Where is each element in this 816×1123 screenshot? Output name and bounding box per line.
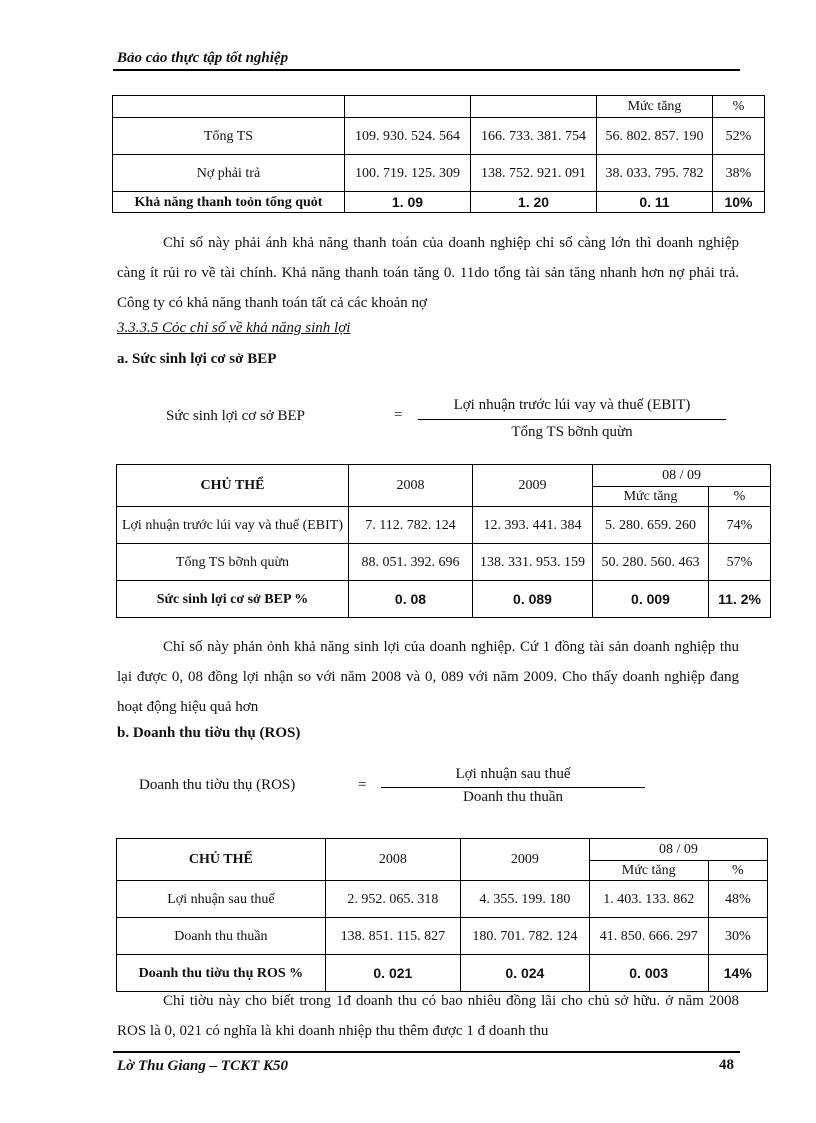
table-row [113, 96, 765, 118]
fraction-line [381, 787, 645, 788]
subheading-ros: b. Doanh thu tiờu thụ (ROS) [117, 725, 301, 741]
paragraph: Chỉ tiờu này cho biết trong 1đ doanh thu có bao nhiêu đồng lãi cho chủ sở hữu. ở năm 2008 ROS là 0, 021 có nghĩa là khi doanh nhiệp thu thêm được 1 đ doanh thu [117, 993, 739, 1039]
formula-ros-numerator: Lợi nhuận sau thuế [455, 766, 571, 782]
table-row: Lợi nhuận sau thuế 2. 952. 065. 318 4. 355. 199. 180 1. 403. 133. 862 48% [117, 881, 768, 918]
bep-table [116, 464, 771, 618]
table-row: Khả năng thanh toỏn tổng quỏt 1. 09 1. 20 0. 11 10% [113, 192, 765, 213]
table-row: Mức tăng % [117, 861, 768, 881]
table-row: Mức tăng % [117, 487, 771, 507]
col-percent: % [713, 96, 765, 118]
formula-bep-equals: = [394, 407, 403, 423]
table-row: Tổng TS bỡnh quừn 88. 051. 392. 696 138. 331. 953. 159 50. 280. 560. 463 57% [117, 544, 771, 581]
section-heading: 3.3.3.5 Cỏc chỉ số về khả năng sinh lợi [117, 320, 351, 336]
table-row: CHỦ THỂ 2008 2009 08 / 09 [117, 839, 768, 861]
document-header: Bảo cảo thực tập tốt nghiệp [117, 50, 289, 66]
table-row: Nợ phải trả 100. 719. 125. 309 138. 752. 921. 091 38. 033. 795. 782 38% [113, 155, 765, 192]
formula-bep-label: Sức sinh lợi cơ sở BEP [166, 408, 306, 424]
subheading-bep: a. Sức sinh lợi cơ sở BEP [117, 351, 277, 367]
footer-rule [113, 1051, 740, 1053]
table-row: Doanh thu thuần 138. 851. 115. 827 180. 701. 782. 124 41. 850. 666. 297 30% [117, 918, 768, 955]
paragraph: Chỉ số này phản ỏnh khả năng sinh lợi của doanh nghiệp. Cứ 1 đồng tài sản doanh nghiệp thu lại được 0, 08 đồng lợi nhận so với năm 2008 và 0, 089 với năm 2009. Cho thấy doanh nghiệp đang hoạt động hiệu quả hơn [117, 639, 739, 715]
fraction-line [418, 419, 726, 420]
ros-table [116, 838, 768, 992]
header-rule [113, 69, 740, 71]
liquidity-table [112, 95, 765, 213]
page-number: 48 [719, 1057, 734, 1073]
col-increase: Mức tăng [597, 96, 713, 118]
formula-bep-numerator: Lợi nhuận trước lúi vay và thuế (EBIT) [453, 397, 691, 413]
footer-author: Lờ Thu Giang – TCKT K50 [117, 1058, 288, 1074]
formula-ros-equals: = [358, 777, 367, 793]
table-row: Sức sinh lợi cơ sở BEP % 0. 08 0. 089 0. 009 11. 2% [117, 581, 771, 618]
table-row: Doanh thu tiờu thụ ROS % 0. 021 0. 024 0. 003 14% [117, 955, 768, 992]
paragraph: Chỉ số này phải ánh khả năng thanh toán của doanh nghiệp chỉ số càng lớn thì doanh nghiệp càng ít rủi ro về tài chính. Khả năng thanh toán tăng 0. 11do tổng tài sản tăng nhanh hơn nợ phải trả. Công ty có khả năng thanh toán tất cả các khoản nợ [117, 235, 739, 311]
formula-ros-label: Doanh thu tiờu thụ (ROS) [139, 777, 296, 793]
formula-ros-denominator: Doanh thu thuần [463, 789, 563, 805]
table-row: Lợi nhuận trước lúi vay và thuế (EBIT) 7. 112. 782. 124 12. 393. 441. 384 5. 280. 659. 260 74% [117, 507, 771, 544]
table-row: Tổng TS 109. 930. 524. 564 166. 733. 381. 754 56. 802. 857. 190 52% [113, 118, 765, 155]
formula-bep-denominator: Tổng TS bỡnh quừn [511, 424, 633, 440]
table-row: CHỦ THỂ 2008 2009 08 / 09 [117, 465, 771, 487]
